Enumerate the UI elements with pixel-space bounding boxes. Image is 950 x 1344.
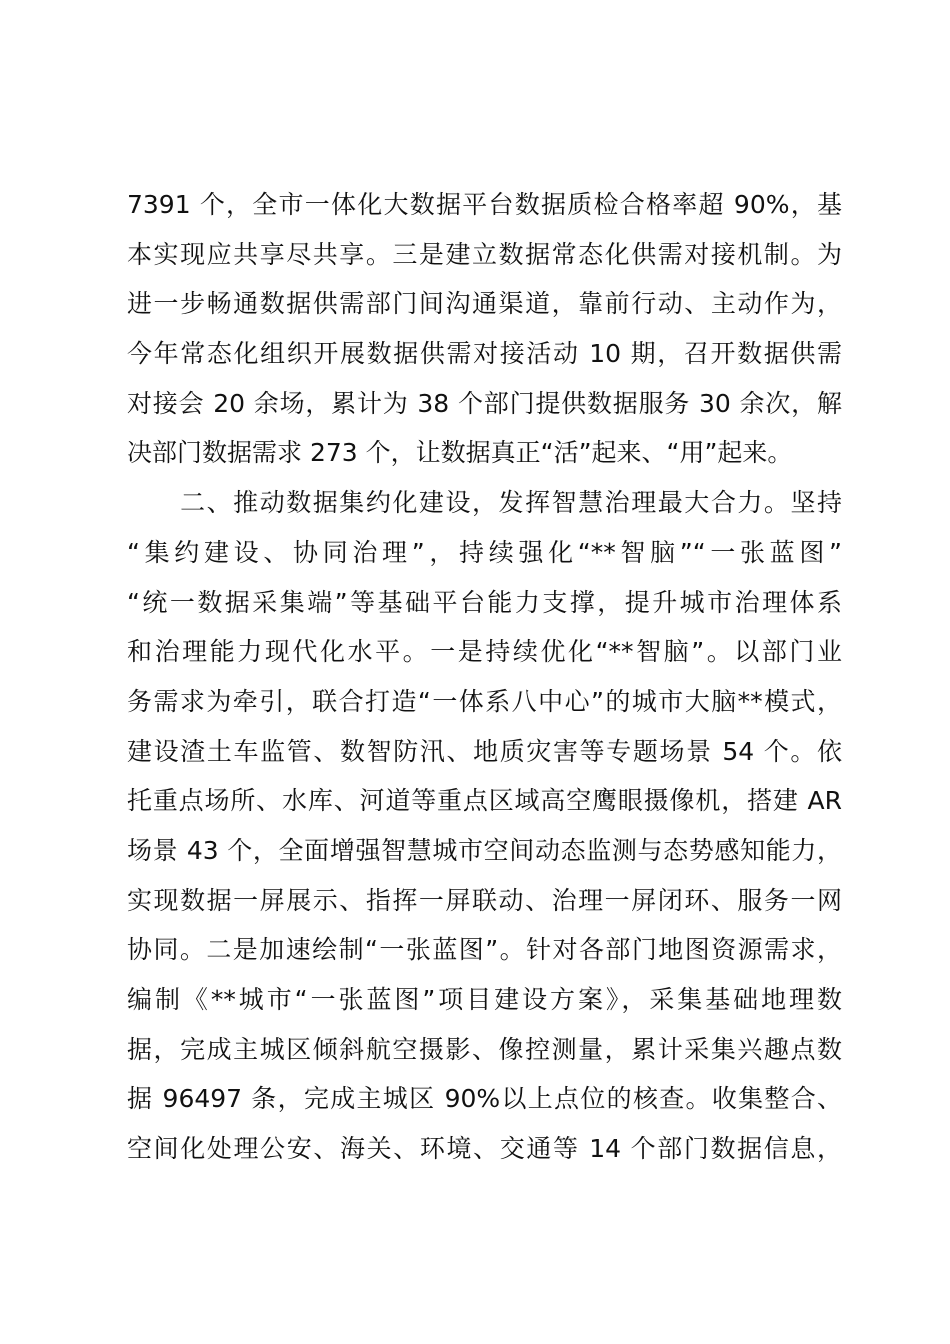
text-line: 对接会 20 余场，累计为 38 个部门提供数据服务 30 余次，解 [127,388,842,418]
text-line: 托重点场所、水库、河道等重点区域高空鹰眼摄像机，搭建 AR [127,786,842,816]
text-line: “统一数据采集端”等基础平台能力支撑，提升城市治理体系 [127,587,842,617]
text-line: 编制《**城市“一张蓝图”项目建设方案》，采集基础地理数 [127,985,842,1014]
text-line: 7391 个，全市一体化大数据平台数据质检合格率超 90%，基 [127,190,842,219]
text-line: 实现数据一屏展示、指挥一屏联动、治理一屏闭环、服务一网 [127,885,842,915]
text-line: 务需求为牵引，联合打造“一体系八中心”的城市大脑**模式， [127,686,842,716]
text-line: 今年常态化组织开展数据供需对接活动 10 期，召开数据供需 [127,339,842,369]
text-line: 进一步畅通数据供需部门间沟通渠道，靠前行动、主动作为， [127,289,842,319]
text-line: 场景 43 个，全面增强智慧城市空间动态监测与态势感知能力， [127,835,842,865]
body-text [127,180,842,1174]
text-line: 和治理能力现代化水平。一是持续优化“**智脑”。以部门业 [127,637,842,667]
text-line: 据 96497 条，完成主城区 90%以上点位的核查。收集整合、 [127,1084,842,1114]
text-line: 协同。二是加速绘制“一张蓝图”。针对各部门地图资源需求， [127,935,842,965]
text-line: 据，完成主城区倾斜航空摄影、像控测量，累计采集兴趣点数 [127,1034,842,1064]
text-line: 本实现应共享尽共享。三是建立数据常态化供需对接机制。为 [127,239,842,269]
text-line: “集约建设、协同治理”，持续强化“**智脑”“一张蓝图” [127,537,842,567]
text-line: 决部门数据需求 273 个，让数据真正“活”起来、“用”起来。 [127,438,793,468]
text-line: 建设渣土车监管、数智防汛、地质灾害等专题场景 54 个。依 [127,736,842,766]
text-line: 空间化处理公安、海关、环境、交通等 14 个部门数据信息， [127,1134,842,1164]
paragraph-start-line: 二、推动数据集约化建设，发挥智慧治理最大合力。坚持 [127,488,842,518]
